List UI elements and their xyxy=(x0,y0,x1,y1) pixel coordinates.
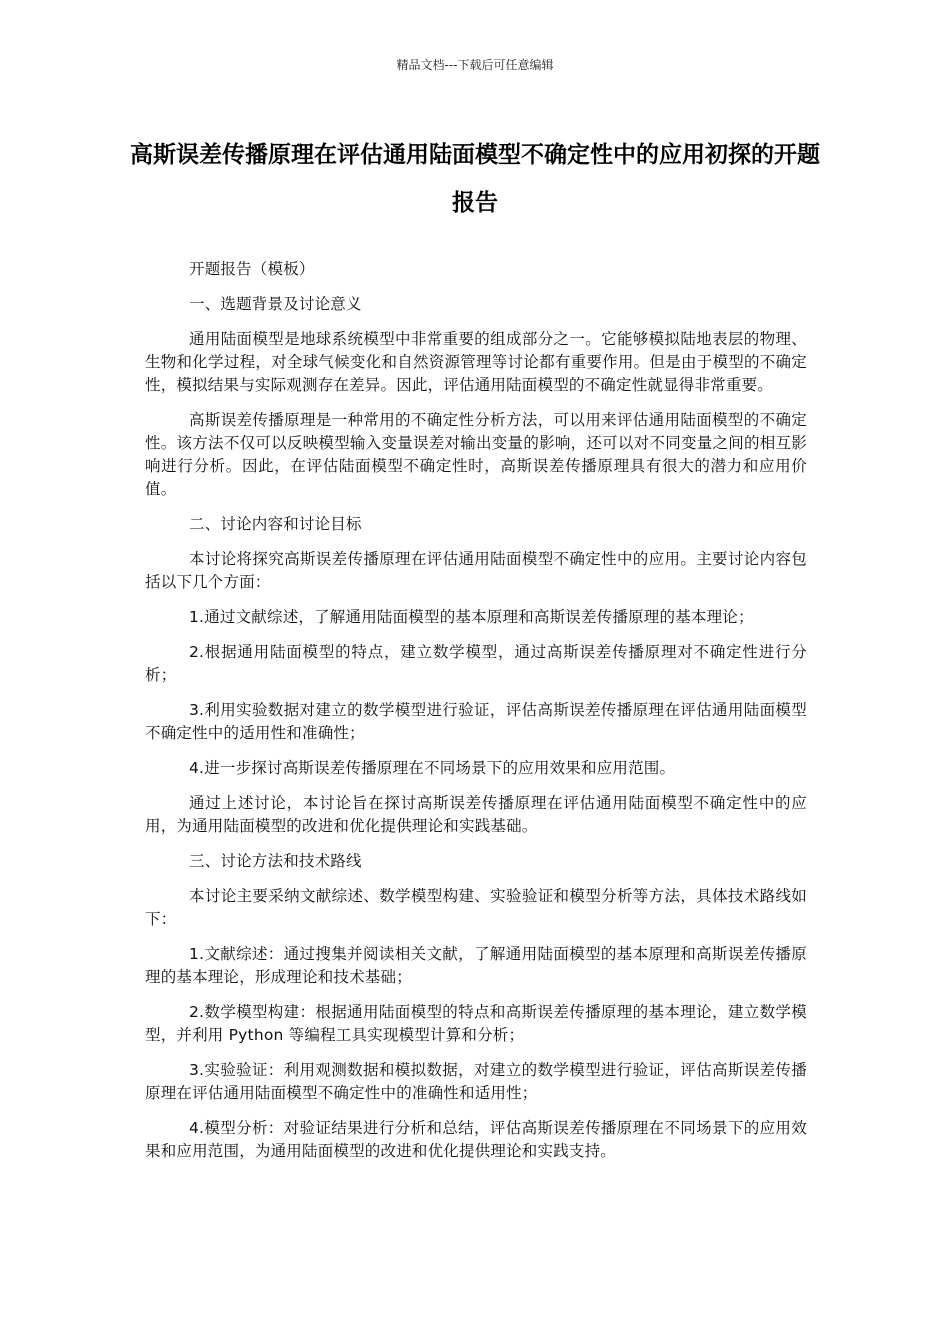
section-heading-1: 一、选题背景及讨论意义 xyxy=(189,295,362,313)
list-item: 1.文献综述：通过搜集并阅读相关文献，了解通用陆面模型的基本原理和高斯误差传播原理的基本理论，形成理论和技术基础； xyxy=(145,945,807,986)
section-heading-3: 三、讨论方法和技术路线 xyxy=(189,852,362,870)
list-item: 3.利用实验数据对建立的数学模型进行验证，评估高斯误差传播原理在评估通用陆面模型不确定性中的适用性和准确性； xyxy=(145,701,807,742)
section-heading-2: 二、讨论内容和讨论目标 xyxy=(189,515,362,533)
list-item: 3.实验验证：利用观测数据和模拟数据，对建立的数学模型进行验证，评估高斯误差传播原理在评估通用陆面模型不确定性中的准确性和适用性； xyxy=(145,1061,807,1102)
body-paragraph: 通过上述讨论，本讨论旨在探讨高斯误差传播原理在评估通用陆面模型不确定性中的应用，为通用陆面模型的改进和优化提供理论和实践基础。 xyxy=(145,794,807,835)
body-paragraph: 通用陆面模型是地球系统模型中非常重要的组成部分之一。它能够模拟陆地表层的物理、生物和化学过程，对全球气候变化和自然资源管理等讨论都有重要作用。但是由于模型的不确定性，模拟结果与实际观测存在差异。因此，评估通用陆面模型的不确定性就显得非常重要。 xyxy=(145,330,807,394)
page-header: 精品文档---下载后可任意编辑 xyxy=(396,58,554,72)
list-item: 2.数学模型构建：根据通用陆面模型的特点和高斯误差传播原理的基本理论，建立数学模型，并利用 Python 等编程工具实现模型计算和分析； xyxy=(145,1003,807,1044)
list-item: 1.通过文献综述，了解通用陆面模型的基本原理和高斯误差传播原理的基本理论； xyxy=(189,608,754,626)
body-paragraph: 本讨论主要采纳文献综述、数学模型构建、实验验证和模型分析等方法，具体技术路线如下： xyxy=(145,887,807,928)
list-item: 4.进一步探讨高斯误差传播原理在不同场景下的应用效果和应用范围。 xyxy=(189,759,676,777)
document-body xyxy=(145,258,807,1175)
document-title: 高斯误差传播原理在评估通用陆面模型不确定性中的应用初探的开题报告 xyxy=(130,142,820,216)
body-paragraph: 高斯误差传播原理是一种常用的不确定性分析方法，可以用来评估通用陆面模型的不确定性。该方法不仅可以反映模型输入变量误差对输出变量的影响，还可以对不同变量之间的相互影响进行分析。因此，在评估陆面模型不确定性时，高斯误差传播原理具有很大的潜力和应用价值。 xyxy=(145,411,807,498)
body-paragraph: 本讨论将探究高斯误差传播原理在评估通用陆面模型不确定性中的应用。主要讨论内容包括以下几个方面： xyxy=(145,550,807,591)
list-item: 2.根据通用陆面模型的特点，建立数学模型，通过高斯误差传播原理对不确定性进行分析； xyxy=(145,643,807,684)
template-label: 开题报告（模板） xyxy=(189,260,315,278)
list-item: 4.模型分析：对验证结果进行分析和总结，评估高斯误差传播原理在不同场景下的应用效果和应用范围，为通用陆面模型的改进和优化提供理论和实践支持。 xyxy=(145,1119,807,1160)
